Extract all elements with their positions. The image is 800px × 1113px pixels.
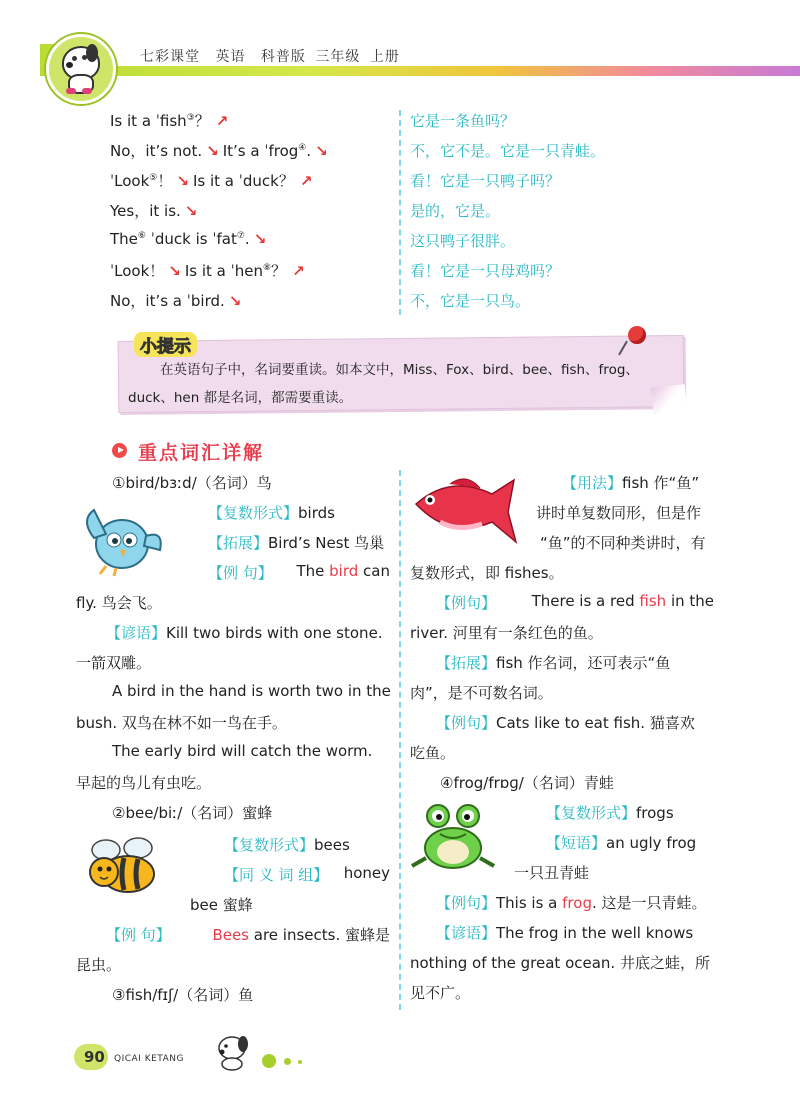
dialogue-text: It’s a bbox=[222, 142, 265, 160]
dialogue-text: ˈfish bbox=[155, 112, 187, 130]
frog-example-a: This is a bbox=[496, 894, 563, 912]
dialogue-text: . bbox=[306, 142, 312, 160]
fish-extension-line2: 肉”，是不可数名词。 bbox=[410, 684, 553, 702]
tag-usage: 【用法】 bbox=[562, 474, 623, 492]
fish-example-word: fish bbox=[639, 592, 667, 610]
bird-extension bbox=[208, 532, 384, 553]
dialogue-text: Is it a bbox=[184, 262, 231, 280]
dialogue-translation: 这只鸭子很胖。 bbox=[410, 232, 516, 250]
dialogue-line bbox=[110, 260, 400, 281]
bee-example-word: Bees bbox=[212, 926, 249, 944]
footnote-marker: ⑤ bbox=[149, 173, 158, 183]
tag-example: 【例句】 bbox=[436, 894, 497, 912]
falling-intonation-icon: ↘ bbox=[176, 172, 189, 190]
frog-example bbox=[436, 892, 707, 913]
falling-intonation-icon: ↘ bbox=[228, 292, 242, 310]
dialogue-text: ˈbird. bbox=[186, 292, 225, 310]
dialogue-text: Yes，it is. bbox=[110, 202, 181, 220]
dialogue-translation: 看！它是一只母鸡吗？ bbox=[410, 262, 561, 280]
proverb-3: The early bird will catch the worm. bbox=[112, 742, 373, 760]
falling-intonation-icon: ↘ bbox=[253, 230, 267, 248]
section-title: 重点词汇详解 bbox=[138, 442, 265, 464]
frog-heading: ④frog/frɒɡ/（名词）青蛙 bbox=[440, 774, 614, 792]
fish-usage-line3: “鱼”的不同种类讲时，有 bbox=[540, 534, 706, 552]
column-divider bbox=[399, 470, 401, 1010]
dialogue-text: ˈLook！ bbox=[110, 262, 165, 280]
dialogue-line bbox=[110, 170, 400, 191]
bird-example-b: can bbox=[358, 562, 390, 580]
footnote-marker: ⑧ bbox=[263, 263, 272, 273]
fish-usage bbox=[562, 472, 699, 493]
bee-synonym-value: honey bbox=[343, 864, 390, 882]
tag-plural: 【复数形式】 bbox=[546, 804, 637, 822]
footer-dot bbox=[284, 1058, 291, 1065]
tip-line-1: 在英语句子中，名词要重读。如本文中，Miss、Fox、bird、bee、fish、frog、 bbox=[160, 362, 639, 378]
bird-plural-value: birds bbox=[298, 504, 335, 522]
fish-example-2 bbox=[436, 712, 695, 733]
fish-example-line2: river. 河里有一条红色的鱼。 bbox=[410, 624, 603, 642]
dialogue-line bbox=[110, 230, 400, 248]
dialogue-translation: 它是一条鱼吗？ bbox=[410, 112, 516, 130]
bee-example-line2: 昆虫。 bbox=[76, 956, 122, 974]
footer-dot bbox=[298, 1060, 302, 1064]
frog-proverb-line1: The frog in the well knows bbox=[496, 924, 694, 942]
bee-plural-value: bees bbox=[314, 836, 350, 854]
tag-example: 【例 句】 bbox=[208, 564, 273, 582]
dialogue-text: ？ bbox=[194, 112, 210, 130]
bee-illustration-icon bbox=[84, 834, 164, 898]
bee-plural bbox=[224, 834, 350, 855]
tag-proverb: 【谚语】 bbox=[436, 924, 497, 942]
tip-title: 小提示 bbox=[134, 332, 197, 357]
rising-intonation-icon: ↗ bbox=[215, 112, 229, 130]
footer-dot bbox=[262, 1054, 276, 1068]
mascot-ear bbox=[86, 44, 98, 62]
page-number: 90 bbox=[84, 1048, 105, 1066]
bee-synonym-line2: bee 蜜蜂 bbox=[190, 896, 253, 914]
frog-example-word: frog bbox=[562, 894, 592, 912]
frog-phrase-cn: 一只丑青蛙 bbox=[514, 864, 590, 882]
proverb-2: A bird in the hand is worth two in the bbox=[112, 682, 391, 700]
bird-extension-value: Bird’s Nest 鸟巢 bbox=[268, 534, 385, 552]
falling-intonation-icon: ↘ bbox=[184, 202, 198, 220]
mascot-eye bbox=[72, 56, 77, 61]
fish-extension bbox=[436, 652, 670, 673]
bird-example-a: The bbox=[296, 562, 330, 580]
header-volume: 上册 bbox=[369, 49, 400, 65]
dialogue-line bbox=[110, 200, 400, 221]
fish-example-2-line2: 吃鱼。 bbox=[410, 744, 456, 762]
tag-proverb: 【谚语】 bbox=[106, 624, 167, 642]
dialogue-text: The bbox=[110, 230, 138, 248]
bird-illustration-icon bbox=[76, 500, 166, 578]
proverb-2-line2: bush. 双鸟在林不如一鸟在手。 bbox=[76, 714, 287, 732]
tag-plural: 【复数形式】 bbox=[224, 836, 315, 854]
fish-example bbox=[436, 592, 714, 613]
header-edition: 科普版 bbox=[260, 49, 306, 65]
fish-usage-line1: fish 作“鱼” bbox=[622, 474, 700, 492]
frog-phrase bbox=[546, 832, 696, 853]
dialogue-text: No，it’s not. bbox=[110, 142, 203, 160]
dialogue-text: ˈfrog bbox=[264, 142, 299, 160]
header-subject: 英语 bbox=[215, 49, 246, 65]
fish-example-a: There is a red bbox=[531, 592, 640, 610]
bee-synonym-group bbox=[224, 864, 390, 885]
frog-plural-value: frogs bbox=[636, 804, 674, 822]
rising-intonation-icon: ↗ bbox=[299, 172, 313, 190]
frog-proverb-line3: 见不广。 bbox=[410, 984, 471, 1002]
footnote-marker: ③ bbox=[186, 113, 195, 123]
bee-example bbox=[106, 924, 390, 945]
play-circle-icon bbox=[112, 443, 127, 458]
frog-illustration-icon bbox=[410, 802, 496, 872]
footer-mascot-icon bbox=[210, 1032, 256, 1072]
proverb-1 bbox=[106, 622, 383, 643]
footnote-marker: ⑦ bbox=[236, 231, 245, 241]
dialogue-translation: 是的，它是。 bbox=[410, 202, 501, 220]
tip-page-curl bbox=[651, 384, 688, 413]
dialogue-text: . bbox=[244, 230, 250, 248]
falling-intonation-icon: ↘ bbox=[168, 262, 181, 280]
bee-example-rest: are insects. 蜜蜂是 bbox=[249, 926, 390, 944]
falling-intonation-icon: ↘ bbox=[206, 142, 219, 160]
fish-extension-line1: fish 作名词，还可表示“鱼 bbox=[496, 654, 671, 672]
dialogue-line bbox=[110, 140, 400, 161]
proverb-3-cn: 早起的鸟儿有虫吃。 bbox=[76, 774, 212, 792]
proverb-1-cn: 一箭双雕。 bbox=[76, 654, 152, 672]
dialogue-line bbox=[110, 110, 400, 131]
fish-usage-line2: 讲时单复数同形，但是作 bbox=[536, 504, 702, 522]
fish-example-2-line1: Cats like to eat fish. 猫喜欢 bbox=[496, 714, 695, 732]
footer-brand: QICAI KETANG bbox=[114, 1054, 184, 1064]
bird-plural bbox=[208, 502, 335, 523]
mascot-eye bbox=[82, 55, 87, 60]
bird-example-line2: fly. 鸟会飞。 bbox=[76, 594, 162, 612]
dialogue-text: ˈfat bbox=[212, 230, 237, 248]
header-grade: 三年级 bbox=[315, 49, 361, 65]
dialogue-text: No，it’s a bbox=[110, 292, 187, 310]
tag-example: 【例句】 bbox=[436, 714, 497, 732]
dialogue-text: ˈLook bbox=[110, 172, 150, 190]
dialogue-text: ˈhen bbox=[230, 262, 264, 280]
header-title bbox=[140, 46, 410, 66]
dialogue-text: ？ bbox=[271, 262, 287, 280]
header-brand: 七彩课堂 bbox=[140, 49, 200, 65]
rising-intonation-icon: ↗ bbox=[292, 262, 305, 280]
falling-intonation-icon: ↘ bbox=[315, 142, 328, 160]
pushpin-icon bbox=[628, 326, 646, 344]
fish-illustration-icon bbox=[410, 470, 520, 548]
dialogue-text: Is it a bbox=[110, 112, 156, 130]
tag-synonym-group: 【同 义 词 组】 bbox=[224, 866, 329, 884]
mascot-shoe bbox=[82, 88, 92, 94]
fish-usage-line4: 复数形式，即 fishes。 bbox=[410, 564, 564, 582]
footnote-marker: ⑥ bbox=[137, 231, 146, 241]
bird-example bbox=[208, 562, 390, 583]
mascot-shoe bbox=[66, 88, 76, 94]
tag-example: 【例句】 bbox=[436, 594, 497, 612]
tag-extension: 【拓展】 bbox=[436, 654, 497, 672]
mascot-nose bbox=[66, 62, 73, 68]
fish-example-b: in the bbox=[666, 592, 714, 610]
dialogue-line bbox=[110, 290, 400, 311]
bee-heading: ②bee/biː/（名词）蜜蜂 bbox=[112, 804, 273, 822]
dialogue-translation: 不，它是一只鸟。 bbox=[410, 292, 531, 310]
dialogue-text: ˈduck？ bbox=[238, 172, 294, 190]
dialogue-text: Is it a bbox=[192, 172, 239, 190]
frog-plural bbox=[546, 802, 674, 823]
tag-extension: 【拓展】 bbox=[208, 534, 269, 552]
tip-line-2: duck、hen 都是名词，都需要重读。 bbox=[128, 390, 353, 406]
proverb-1-text: Kill two birds with one stone. bbox=[166, 624, 383, 642]
frog-proverb bbox=[436, 922, 693, 943]
fish-heading: ③fish/fɪʃ/（名词）鱼 bbox=[112, 986, 254, 1004]
frog-phrase-value: an ugly frog bbox=[606, 834, 697, 852]
bird-example-word: bird bbox=[329, 562, 359, 580]
dialogue-translation: 不，它不是。它是一只青蛙。 bbox=[410, 142, 606, 160]
dialogue-text: ！ bbox=[157, 172, 173, 190]
tag-example: 【例 句】 bbox=[106, 926, 171, 944]
tag-phrase: 【短语】 bbox=[546, 834, 607, 852]
dialogue-text: ˈduck is bbox=[145, 230, 213, 248]
tag-plural: 【复数形式】 bbox=[208, 504, 299, 522]
frog-example-b: . 这是一只青蛙。 bbox=[591, 894, 707, 912]
frog-proverb-line2: nothing of the great ocean. 井底之蛙，所 bbox=[410, 954, 710, 972]
dialogue-translation: 看！它是一只鸭子吗？ bbox=[410, 172, 561, 190]
footnote-marker: ④ bbox=[298, 143, 307, 153]
bird-heading: ①bird/bɜːd/（名词）鸟 bbox=[112, 474, 272, 492]
